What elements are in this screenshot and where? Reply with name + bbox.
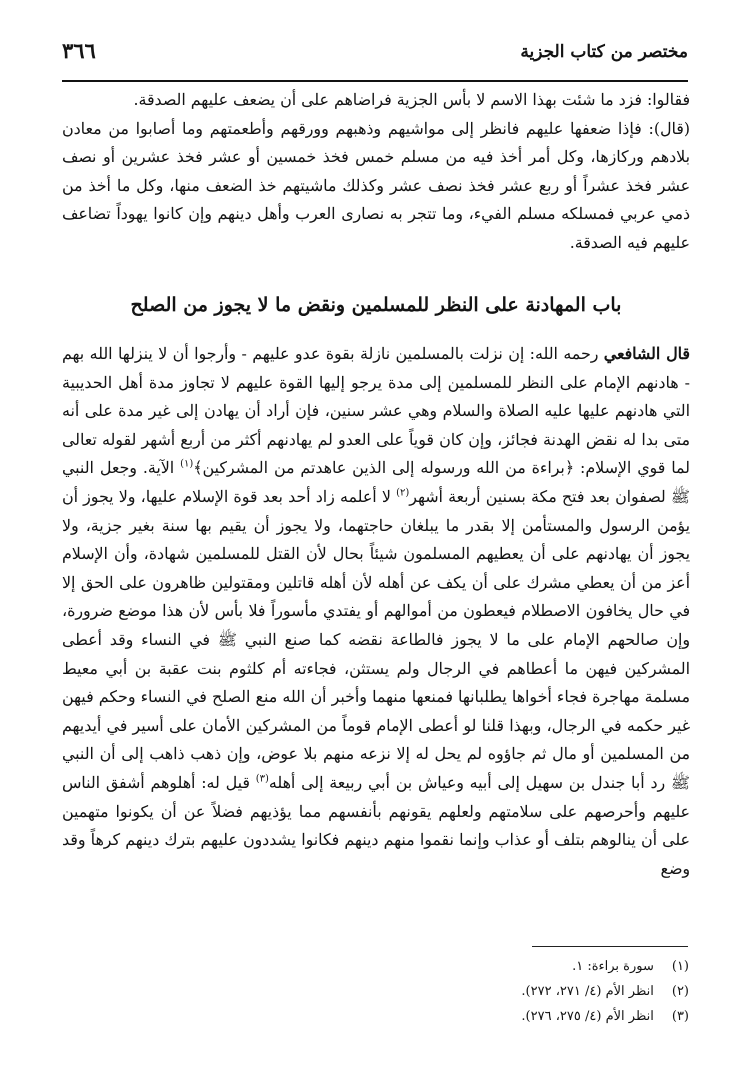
footnote-text: انظر الأم (٤/ ٢٧٥، ٢٧٦).: [521, 1009, 654, 1024]
main-text-part: الآية. وجعل النبي ﷺ لصفوان بعد فتح مكة بسنين أربعة أشهر: [62, 458, 690, 506]
footnote-number: (٢): [671, 984, 689, 999]
footnotes: [189, 954, 689, 1029]
main-text-part: رحمه الله: إن نزلت بالمسلمين نازلة بقوة عدو عليهم - وأرجوا أن لا ينزلها الله بهم - هادنهم الإمام على النظر للمسلمين إلى مدة يرجو إليها القوة عليهم لا تجاوز مدة أهل الحديبية التي هادنهم عليها عليه الصلاة والسلام وهي عشر سنين، فإن أراد أن يهادن إلى غير مدة على أنه متى بدا له نقض الهدنة فجائز، وإن كان قوياً على العدو لم يهادنهم أكثر من أربع أشهر لقوله تعالى لما قوي الإسلام: ﴿براءة من الله ورسوله إلى الذين عاهدتم من المشركين﴾: [62, 344, 690, 478]
main-section: [62, 340, 690, 883]
page-header: [62, 38, 688, 72]
running-title: مختصر من كتاب الجزية: [520, 42, 688, 62]
footnote-ref: (٢): [396, 487, 410, 499]
footnote-item: [189, 954, 689, 979]
main-text-part: لا أعلمه زاد أحد بعد قوة الإسلام عليها، ولا يجوز أن يؤمن الرسول والمستأمن إلا بقدر ما يبلغان حاجتهما، ولا يجوز أن يقيم بها سنة بغير جزية، ولا يجوز أن يهادنهم على أن يعطيهم المسلمون شيئاً بحال لأن القتل للمسلمين شهادة، وأن الإسلام أعز من أن يعطي مشرك على أن يكف عن أهله لأن أهله قاتلين ومقتولين ظاهرون على الحق إلا في حال يخافون الاصطلام فيعطون من أموالهم أو يفتدي مأسوراً فلا بأس لأن هذا موضع ضرورة، وإن صالحهم الإمام على ما لا يجوز فالطاعة نقضه كما صنع النبي ﷺ في النساء وقد أعطى المشركين فيهن ما أعطاهم في الرجال ولم يستثن، فجاءته أم كلثوم بنت عقبة بن أبي معيط مسلمة مهاجرة فجاء أخواها يطلبانها فمنعها منهما وأخبر أن الله منع الصلح في النساء وحكم فيهن غير حكمه في الرجال، وبهذا قلنا لو أعطى الإمام قوماً من المشركين الأمان على أسير في أيديهم من المسلمين أو مال ثم جاؤوه لم يحل له إلا نزعه منهم بلا عوض، وإن ذهب ذاهب إلى أن النبي ﷺ رد أبا جندل بن سهيل إلى أبيه وعياش بن أبي ربيعة إلى أهله: [62, 486, 690, 792]
header-rule: [62, 80, 688, 82]
speaker-label: قال الشافعي: [603, 344, 690, 363]
footnote-number: (١): [671, 959, 689, 974]
section-heading: باب المهادنة على النظر للمسلمين ونقض ما لا يجوز من الصلح: [130, 294, 622, 316]
footnote-text: انظر الأم (٤/ ٢٧١، ٢٧٢).: [521, 984, 654, 999]
footnote-number: (٣): [671, 1009, 689, 1024]
footnote-divider: [532, 946, 688, 947]
intro-paragraph: (قال): فإذا ضعفها عليهم فانظر إلى مواشيهم وذهبهم وورقهم وأطعمتهم وما أصابوا من معادن بلادهم وركازها، وكل أمر أخذ فيه من مسلم خمس فخذ خمسين أو عشر فخذ عشرين أو نصف عشر فخذ عشراً أو ربع عشر فخذ نصف عشر وكذلك ماشيتهم خذ الضعف منها، وكل ما أخذ من ذمي عربي فمسلكه مسلم الفيء، وما تتجر به نصارى العرب وأهل دينهم وإن كانوا يهوداً تضاعف عليهم فيه الصدقة.: [62, 118, 690, 252]
footnote-text: سورة براءة: ١.: [572, 959, 654, 974]
page-number: ٣٦٦: [62, 38, 96, 63]
intro-paragraph: فقالوا: فزد ما شئت بهذا الاسم لا بأس الجزية فراضاهم على أن يضعف عليهم الصدقة.: [133, 90, 690, 109]
footnote-ref: (١): [180, 459, 194, 471]
footnote-item: [189, 1004, 689, 1029]
main-text-part: قيل له: أهلوهم أشفق الناس عليهم وأحرصهم على سلامتهم ولعلهم يقونهم بأنفسهم مما يؤذيهم فضلاً عن أن يكونوا متهمين على أن ينالوهم بتلف أو عذاب وإنما نقموا منهم دينهم فكانوا يشددون عليهم بترك دينهم كرهاً وقد وضع: [62, 772, 690, 878]
intro-section: [62, 86, 690, 258]
footnote-item: [189, 979, 689, 1004]
footnote-ref: (٣): [255, 773, 269, 785]
main-paragraph: [62, 340, 690, 883]
